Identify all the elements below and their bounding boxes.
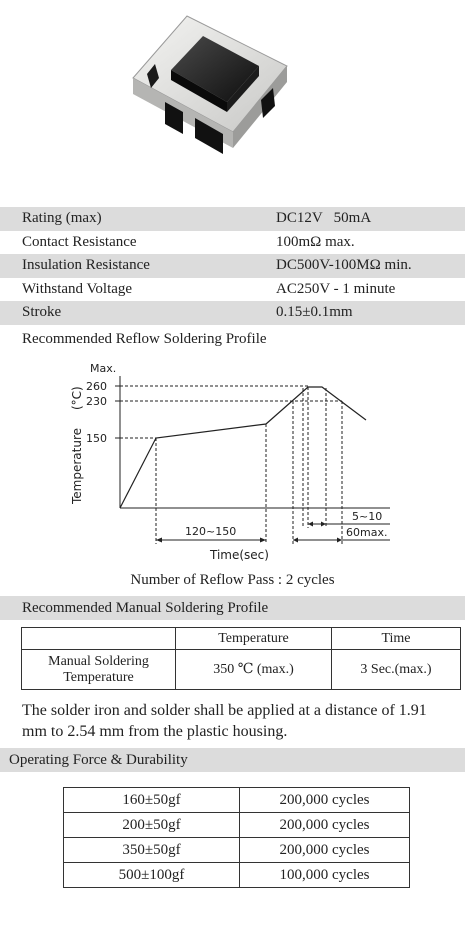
operating-force-table — [63, 787, 410, 888]
row-label-line-1: Manual Soldering — [48, 653, 149, 669]
force-value: 200±50gf — [64, 813, 240, 838]
y-axis-unit: (°C) — [70, 386, 84, 410]
spec-label: Contact Resistance — [22, 233, 137, 250]
y-axis-label: Temperature — [70, 427, 84, 504]
spec-row-stroke — [0, 301, 465, 325]
spec-row-withstand-voltage — [0, 278, 465, 302]
manual-temp-value: 350 ℃ (max.) — [176, 650, 332, 690]
operating-force-title: Operating Force & Durability — [0, 748, 465, 772]
force-value: 500±100gf — [64, 863, 240, 888]
tick-label-260: 260 — [86, 380, 107, 393]
row-label-line-2: Temperature — [63, 669, 134, 685]
dim-label-above: 60max. — [346, 526, 388, 539]
dim-label-peak: 5~10 — [352, 510, 383, 523]
reflow-curve — [120, 387, 366, 508]
reflow-pass-count: Number of Reflow Pass : 2 cycles — [130, 572, 335, 588]
spec-value: 100mΩ max. — [276, 233, 355, 250]
spec-label: Rating (max) — [22, 210, 102, 227]
spec-row-insulation-resistance — [0, 254, 465, 278]
spec-value: 0.15±0.1mm — [276, 304, 353, 321]
tick-label-230: 230 — [86, 395, 107, 408]
force-value: 350±50gf — [64, 838, 240, 863]
table-row — [64, 863, 410, 888]
table-header-empty — [22, 628, 176, 650]
cycles-value: 200,000 cycles — [240, 838, 410, 863]
table-row — [64, 788, 410, 813]
table-row — [64, 813, 410, 838]
y-max-label: Max. — [90, 362, 117, 375]
reflow-title: Recommended Reflow Soldering Profile — [22, 331, 267, 347]
force-value: 160±50gf — [64, 788, 240, 813]
reflow-profile-diagram — [60, 358, 400, 570]
table-row — [64, 838, 410, 863]
manual-row-label — [22, 650, 176, 690]
cycles-value: 200,000 cycles — [240, 813, 410, 838]
table-header-temperature: Temperature — [176, 628, 332, 650]
dim-label-preheat: 120~150 — [185, 525, 237, 538]
tick-label-150: 150 — [86, 432, 107, 445]
spec-label: Withstand Voltage — [22, 280, 133, 297]
spec-label: Stroke — [22, 304, 62, 321]
table-header-time: Time — [332, 628, 461, 650]
spec-row-rating — [0, 207, 465, 231]
x-axis-label: Time(sec) — [210, 548, 269, 562]
cycles-value: 200,000 cycles — [240, 788, 410, 813]
manual-soldering-table — [21, 627, 461, 690]
manual-time-value: 3 Sec.(max.) — [332, 650, 461, 690]
specifications-table — [0, 207, 465, 325]
spec-value: DC12V 50mA — [276, 210, 372, 227]
manual-soldering-title: Recommended Manual Soldering Profile — [0, 596, 465, 620]
spec-value: DC500V-100MΩ min. — [276, 257, 412, 274]
solder-note: The solder iron and solder shall be applied at a distance of 1.91 mm to 2.54 mm from the plastic housing. — [22, 702, 427, 740]
spec-label: Insulation Resistance — [22, 257, 150, 274]
cycles-value: 100,000 cycles — [240, 863, 410, 888]
spec-value: AC250V - 1 minute — [276, 280, 396, 297]
spec-row-contact-resistance — [0, 231, 465, 255]
tact-switch-product-image — [125, 8, 295, 158]
